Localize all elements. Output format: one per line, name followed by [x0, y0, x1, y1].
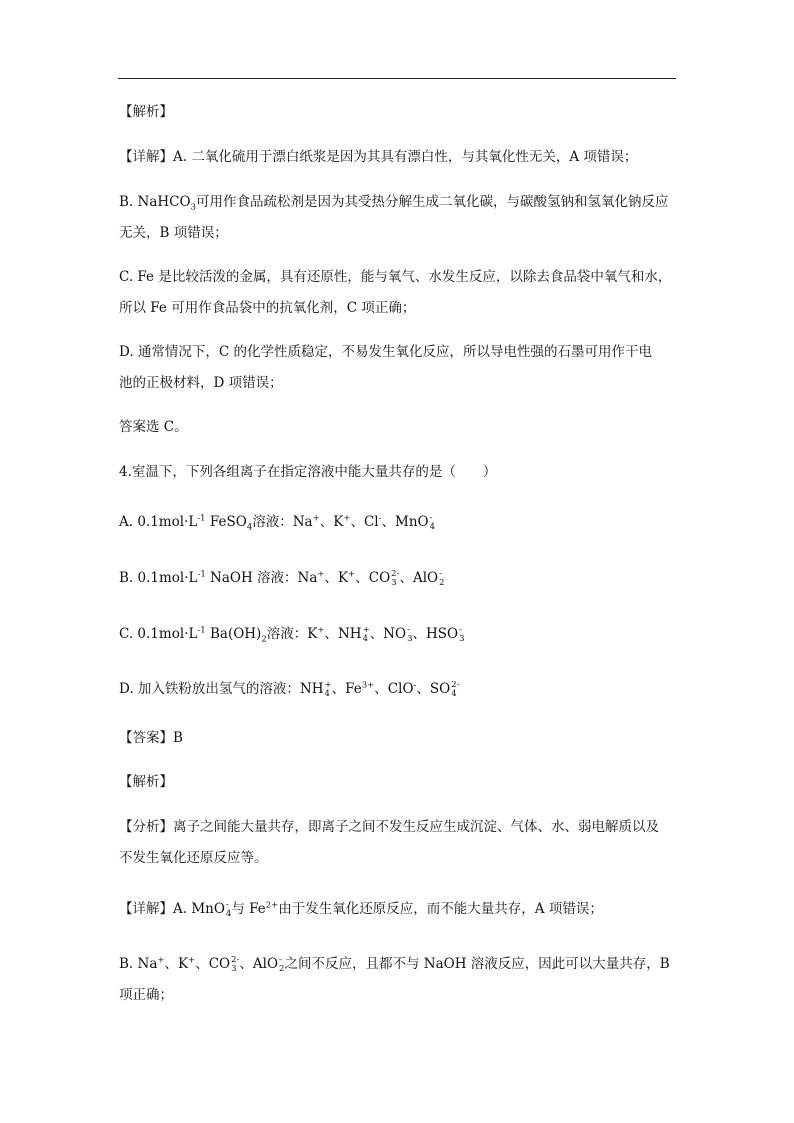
section-heading-analysis-2: 【解析】 [119, 774, 173, 790]
text-span: NaOH 溶液：Na [205, 570, 318, 586]
text-span: 、NO [369, 626, 407, 642]
superscript: + [312, 513, 320, 524]
text-span: 、MnO [381, 514, 429, 530]
text-span: 、Fe [331, 681, 362, 697]
ion-charge: 2- [391, 568, 400, 579]
ion-subscript: 3 [391, 577, 397, 588]
text-span: B. NaHCO [119, 194, 191, 210]
superscript: -1 [197, 513, 206, 524]
subscript: 3 [190, 202, 196, 213]
text-span: 、SO [416, 681, 451, 697]
superscript: + [348, 569, 356, 580]
text-span: 与 Fe [231, 901, 266, 917]
ion-charge: - [439, 568, 442, 579]
superscript: 3+ [361, 680, 375, 691]
detail-c-continuation: 所以 Fe 可用作食品袋中的抗氧化剂，C 项正确； [119, 300, 416, 316]
text-span: 【详解】A. MnO [119, 901, 225, 917]
detail-2-a-text [119, 900, 603, 919]
text-span: B. Na [119, 956, 158, 972]
text-span: 、HSO [412, 626, 459, 642]
option-d [119, 680, 460, 699]
ion-charge: 2- [451, 679, 460, 690]
option-a [119, 513, 435, 532]
ion-subscript: 4 [362, 633, 368, 644]
ion-charge: - [429, 512, 433, 523]
detail-d-text: D. 通常情况下，C 的化学性质稳定，不易发生氧化反应，所以导电性强的石墨可用作干电 [119, 344, 653, 360]
ion-subscript: 4 [225, 908, 232, 919]
ion-subscript: 4 [324, 688, 330, 699]
ion-charge: + [362, 624, 370, 635]
text-span: B. 0.1mol·L [119, 570, 198, 586]
subscript: 2 [261, 634, 267, 645]
ion-charge: - [459, 624, 462, 635]
detail-b-text [119, 193, 668, 211]
text-span: C. 0.1mol·L [119, 626, 198, 642]
ion-charge-stack [451, 681, 459, 699]
subscript: 4 [246, 522, 253, 533]
text-span: 、K [164, 956, 189, 972]
superscript: -1 [197, 569, 206, 580]
ion-subscript: 2 [279, 963, 285, 974]
text-span: 、CO [195, 956, 231, 972]
superscript: + [343, 513, 351, 524]
ion-charge: 2- [231, 954, 240, 965]
superscript: - [378, 513, 382, 524]
text-span: 、ClO [374, 681, 414, 697]
ion-charge-stack [439, 570, 444, 588]
text-span: 、Cl [350, 514, 379, 530]
ion-subscript: 3 [407, 633, 413, 644]
detail-2-b-continuation: 项正确； [119, 987, 173, 1003]
ion-charge: - [279, 954, 282, 965]
analysis-continuation: 不发生氧化还原反应等。 [119, 850, 268, 866]
analysis-text: 【分析】离子之间能大量共存，即离子之间不发生反应生成沉淀、气体、水、弱电解质以及 [119, 819, 659, 835]
text-span: 溶液：K [266, 626, 318, 642]
ion-charge-stack [459, 626, 464, 644]
ion-subscript: 3 [231, 963, 237, 974]
ion-subscript: 4 [451, 688, 457, 699]
text-span: FeSO [205, 514, 247, 530]
text-span: 、AlO [239, 956, 279, 972]
section-heading-analysis: 【解析】 [119, 104, 173, 120]
text-span: D. 加入铁粉放出氢气的溶液：NH [119, 681, 324, 697]
ion-charge: + [324, 679, 332, 690]
ion-charge: - [407, 624, 410, 635]
ion-subscript: 4 [429, 521, 436, 532]
answer-choice-text: 答案选 C。 [119, 419, 188, 435]
text-span: 、AlO [399, 570, 439, 586]
text-span: 、K [319, 514, 344, 530]
ion-charge-stack [430, 514, 435, 532]
ion-subscript: 3 [459, 633, 465, 644]
answer-line: 【答案】B [119, 730, 183, 746]
ion-subscript: 2 [439, 577, 445, 588]
text-span: 、NH [324, 626, 362, 642]
superscript: 2+ [265, 900, 279, 911]
text-span: 、K [324, 570, 349, 586]
superscript: - [413, 680, 417, 691]
superscript: + [317, 625, 325, 636]
detail-b-continuation: 无关，B 项错误； [119, 225, 228, 241]
ion-charge-stack [363, 626, 370, 644]
question-4-stem: 4.室温下，下列各组离子在指定溶液中能大量共存的是（ ） [119, 464, 497, 480]
option-b [119, 569, 445, 588]
superscript: + [317, 569, 325, 580]
detail-c-text: C. Fe 是比较活泼的金属，具有还原性，能与氧气、水发生反应，以除去食品袋中氧气和水， [119, 269, 672, 285]
ion-charge-stack [325, 681, 332, 699]
superscript: -1 [197, 625, 206, 636]
ion-charge: - [225, 899, 229, 910]
detail-d-continuation: 池的正极材料，D 项错误； [119, 375, 283, 391]
header-rule [118, 78, 676, 79]
text-span: 之间不反应，且都不与 NaOH 溶液反应，因此可以大量共存，B [284, 956, 670, 972]
detail-a-text: 【详解】A. 二氧化硫用于漂白纸浆是因为其具有漂白性，与其氧化性无关，A 项错误； [119, 149, 638, 165]
text-span: Ba(OH) [205, 626, 262, 642]
option-c [119, 625, 465, 644]
text-span: 可用作食品疏松剂是因为其受热分解生成二氧化碳，与碳酸氢钠和氢氧化钠反应 [195, 194, 669, 210]
text-span: A. 0.1mol·L [119, 514, 198, 530]
text-span: 、CO [355, 570, 391, 586]
superscript: + [188, 955, 196, 966]
detail-2-b-text [119, 955, 670, 974]
text-span: 溶液：Na [252, 514, 313, 530]
text-span: 由于发生氧化还原反应，而不能大量共存，A 项错误； [278, 901, 603, 917]
superscript: + [157, 955, 165, 966]
